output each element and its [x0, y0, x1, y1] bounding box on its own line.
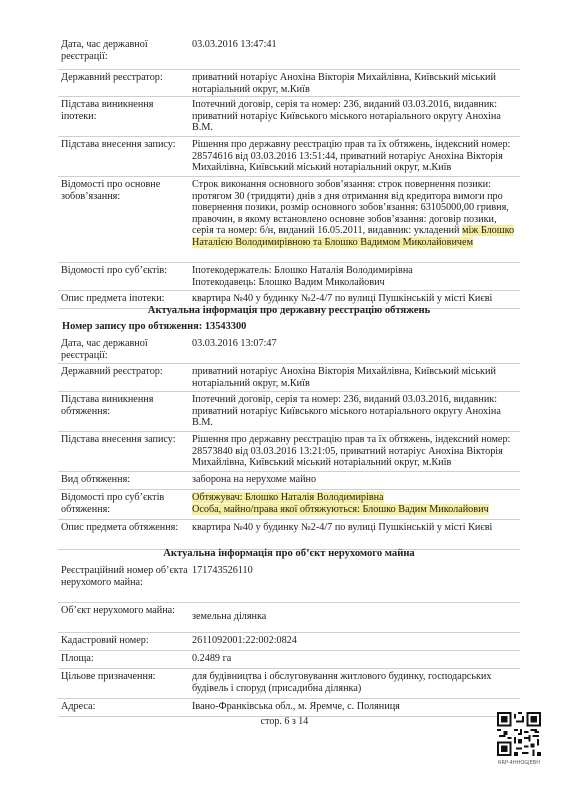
table-row: [58, 603, 520, 633]
row-value: 171743526110: [192, 565, 253, 576]
row-value: земельна ділянка: [192, 611, 267, 622]
table-row: [58, 699, 520, 717]
row-value: квартира №40 у будинку №2-4/7 по вулиці Пушкінській у місті Києві: [192, 522, 493, 533]
row-label: Адреса:: [61, 701, 96, 712]
row-label: Підстава виникнення іпотеки:: [61, 99, 154, 122]
qr-code-icon: [497, 712, 541, 756]
row-label: Об’єкт нерухомого майна:: [61, 605, 176, 616]
obligation-text: Строк виконання основного зобов’язання: строк повернення позики: протягом 30 (тридцяти) днів з дня отримання від кредитора вимоги про повернення позики, розмір основного зобов’язання: 63105000,00 гривня, правочин, в якому встановлено основне зобов’язання: договір позики, серія та номер: б/н, виданий 16.05.2011, видавник: укладений: [192, 179, 509, 237]
table-row: [58, 633, 520, 651]
highlighted-parties: між Блошко Наталією Володимирівною та Блошко Вадимом Миколайовичем: [192, 225, 515, 248]
table-row: [58, 563, 520, 603]
property-section-title: Актуальна інформація про об’єкт нерухомого майна: [163, 548, 415, 559]
table-row: [58, 37, 520, 70]
row-value: Івано-Франківська обл., м. Яремче, с. Поляниця: [192, 701, 400, 712]
table-row: [58, 177, 520, 263]
row-value: 0.2489 га: [192, 653, 232, 664]
row-value: Рішення про державну реєстрацію прав та їх обтяжень, індексний номер: 28574616 від 03.03.2016 13:51:44, приватний нотаріус Анохіна Вікторія Михайлівна, Київський міський нотаріальний округ, м.Київ: [192, 139, 511, 174]
row-label: Відомості про суб’єктів обтяження:: [61, 492, 165, 515]
table-row: [58, 651, 520, 669]
table-row: [58, 137, 520, 177]
row-value: Рішення про державну реєстрацію прав та їх обтяжень, індексний номер: 28573840 від 03.03.2016 13:21:05, приватний нотаріус Анохіна Вікторія Михайлівна, Київський міський нотаріальний округ, м.Київ: [192, 434, 511, 469]
table-row: [58, 392, 520, 432]
row-label: Дата, час державної реєстрації:: [61, 39, 148, 62]
table-row: [58, 432, 520, 472]
row-value: Іпотечний договір, серія та номер: 236, виданий 03.03.2016, видавник: приватний нотаріус Київського міського нотаріального округу Анохіна В.М.: [192, 394, 501, 429]
row-label: Відомості про суб’єктів:: [61, 265, 168, 276]
encumbrance-details-table: [58, 336, 520, 550]
row-value: [191, 492, 520, 516]
mortgage-details-table: [58, 37, 520, 309]
table-row: [58, 70, 520, 97]
row-label: Площа:: [61, 653, 94, 664]
row-value: заборона на нерухоме майно: [192, 474, 317, 485]
row-value: приватний нотаріус Анохіна Вікторія Михайлівна, Київський міський нотаріальний округ, м.Київ: [192, 72, 496, 95]
encumbrancer: Обтяжувач: Блошко Наталія Володимирівна: [192, 492, 384, 503]
table-row: [58, 520, 520, 550]
row-label: Державний реєстратор:: [61, 366, 163, 377]
row-value: квартира №40 у будинку №2-4/7 по вулиці Пушкінській у місті Києві: [192, 293, 493, 304]
table-row: [58, 490, 520, 520]
encumbrance-section-title: Актуальна інформація про державну реєстрацію обтяжень: [147, 305, 431, 316]
row-label: Опис предмета обтяження:: [61, 522, 179, 533]
property-details-table: [58, 563, 520, 717]
row-label: Цільове призначення:: [61, 671, 156, 682]
table-row: [58, 364, 520, 392]
row-value: 03.03.2016 13:07:47: [192, 338, 277, 349]
row-label: Вид обтяження:: [61, 474, 131, 485]
row-label: Дата, час державної реєстрації:: [61, 338, 148, 361]
row-value: приватний нотаріус Анохіна Вікторія Михайлівна, Київський міський нотаріальний округ, м.Київ: [192, 366, 496, 389]
row-label: Підстава виникнення обтяження:: [61, 394, 154, 417]
row-value: для будівництва і обслуговування житлового будинку, господарських будівель і споруд (присадибна ділянка): [192, 671, 492, 694]
row-label: Реєстраційний номер об’єкта нерухомого майна:: [61, 565, 188, 588]
mortgagor: Іпотекодавець: Блошко Вадим Миколайович: [192, 276, 385, 288]
row-value: [191, 179, 520, 259]
encumbrance-record-number: Номер запису про обтяження: 13543300: [62, 321, 247, 332]
table-row: [58, 263, 520, 291]
row-label: Підстава внесення запису:: [61, 139, 176, 150]
row-value: [191, 265, 520, 287]
row-value: 03.03.2016 13:47:41: [192, 39, 277, 50]
row-label: Державний реєстратор:: [61, 72, 163, 83]
row-label: Опис предмета іпотеки:: [61, 293, 165, 304]
row-label: Кадастровий номер:: [61, 635, 149, 646]
table-row: [58, 336, 520, 364]
row-value: Іпотечний договір, серія та номер: 236, виданий 03.03.2016, видавник: приватний нотаріус Київського міського нотаріального округу Анохіна В.М.: [192, 99, 501, 134]
table-row: [58, 669, 520, 699]
row-label: Відомості про основне зобов’язання:: [61, 179, 161, 202]
qr-caption: RRP-4HHOGJEBH: [498, 760, 540, 766]
encumbered-person: Особа, майно/права якої обтяжуються: Блошко Вадим Миколайович: [192, 503, 489, 515]
row-label: Підстава внесення запису:: [61, 434, 176, 445]
table-row: [58, 472, 520, 490]
row-value: 2611092001:22:002:0824: [192, 635, 297, 646]
table-row: [58, 97, 520, 137]
page-number: стор. 6 з 14: [260, 716, 309, 727]
mortgagee: Іпотекодержатель: Блошко Наталія Володимирівна: [192, 265, 413, 276]
